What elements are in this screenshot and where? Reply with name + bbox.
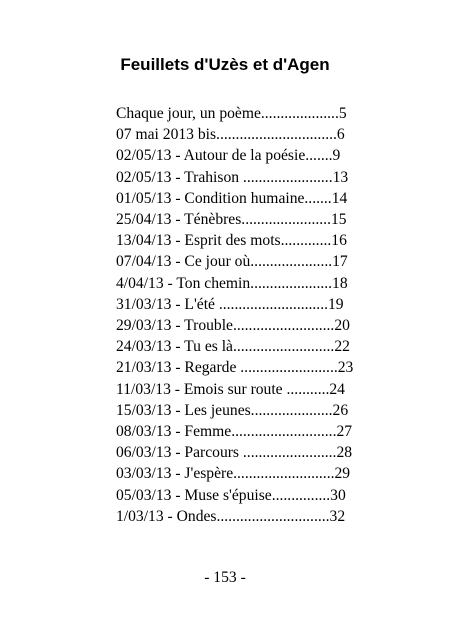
toc-entry: 06/03/13 - Parcours ........................28 — [116, 444, 353, 462]
toc-entry: 07 mai 2013 bis...............................6 — [116, 126, 345, 144]
toc-entry: 11/03/13 - Emois sur route ...........24 — [116, 380, 345, 398]
toc-entry: 15/03/13 - Les jeunes.....................26 — [116, 401, 349, 419]
toc-entry: 24/03/13 - Tu es là..........................22 — [116, 338, 350, 356]
toc-entry: 25/04/13 - Ténèbres.......................15 — [116, 211, 347, 229]
toc-entry: 13/04/13 - Esprit des mots.............16 — [116, 232, 347, 250]
page-title: Feuillets d'Uzès et d'Agen — [120, 55, 330, 74]
toc-entry: 02/05/13 - Autour de la poésie.......9 — [116, 147, 341, 165]
toc-entry: 05/03/13 - Muse s'épuise...............30 — [116, 486, 346, 504]
toc-entry: 07/04/13 - Ce jour où.....................17 — [116, 253, 348, 271]
toc-entry: 03/03/13 - J'espère..........................29 — [116, 465, 351, 483]
toc-entry: Chaque jour, un poème....................5 — [116, 105, 347, 122]
table-of-contents — [116, 103, 353, 527]
toc-entry: 02/05/13 - Trahison .......................13 — [116, 168, 349, 186]
toc-entry: 08/03/13 - Femme...........................27 — [116, 423, 353, 441]
toc-entry: 29/03/13 - Trouble..........................20 — [116, 317, 350, 335]
toc-entry: 31/03/13 - L'été ............................19 — [116, 295, 344, 313]
toc-entry: 21/03/13 - Regarde .........................23 — [116, 359, 354, 377]
toc-entry: 4/04/13 - Ton chemin.....................18 — [116, 274, 348, 292]
toc-entry: 01/05/13 - Condition humaine.......14 — [116, 189, 348, 207]
page-number: - 153 - — [204, 569, 246, 586]
toc-entry: 1/03/13 - Ondes.............................32 — [116, 507, 346, 525]
